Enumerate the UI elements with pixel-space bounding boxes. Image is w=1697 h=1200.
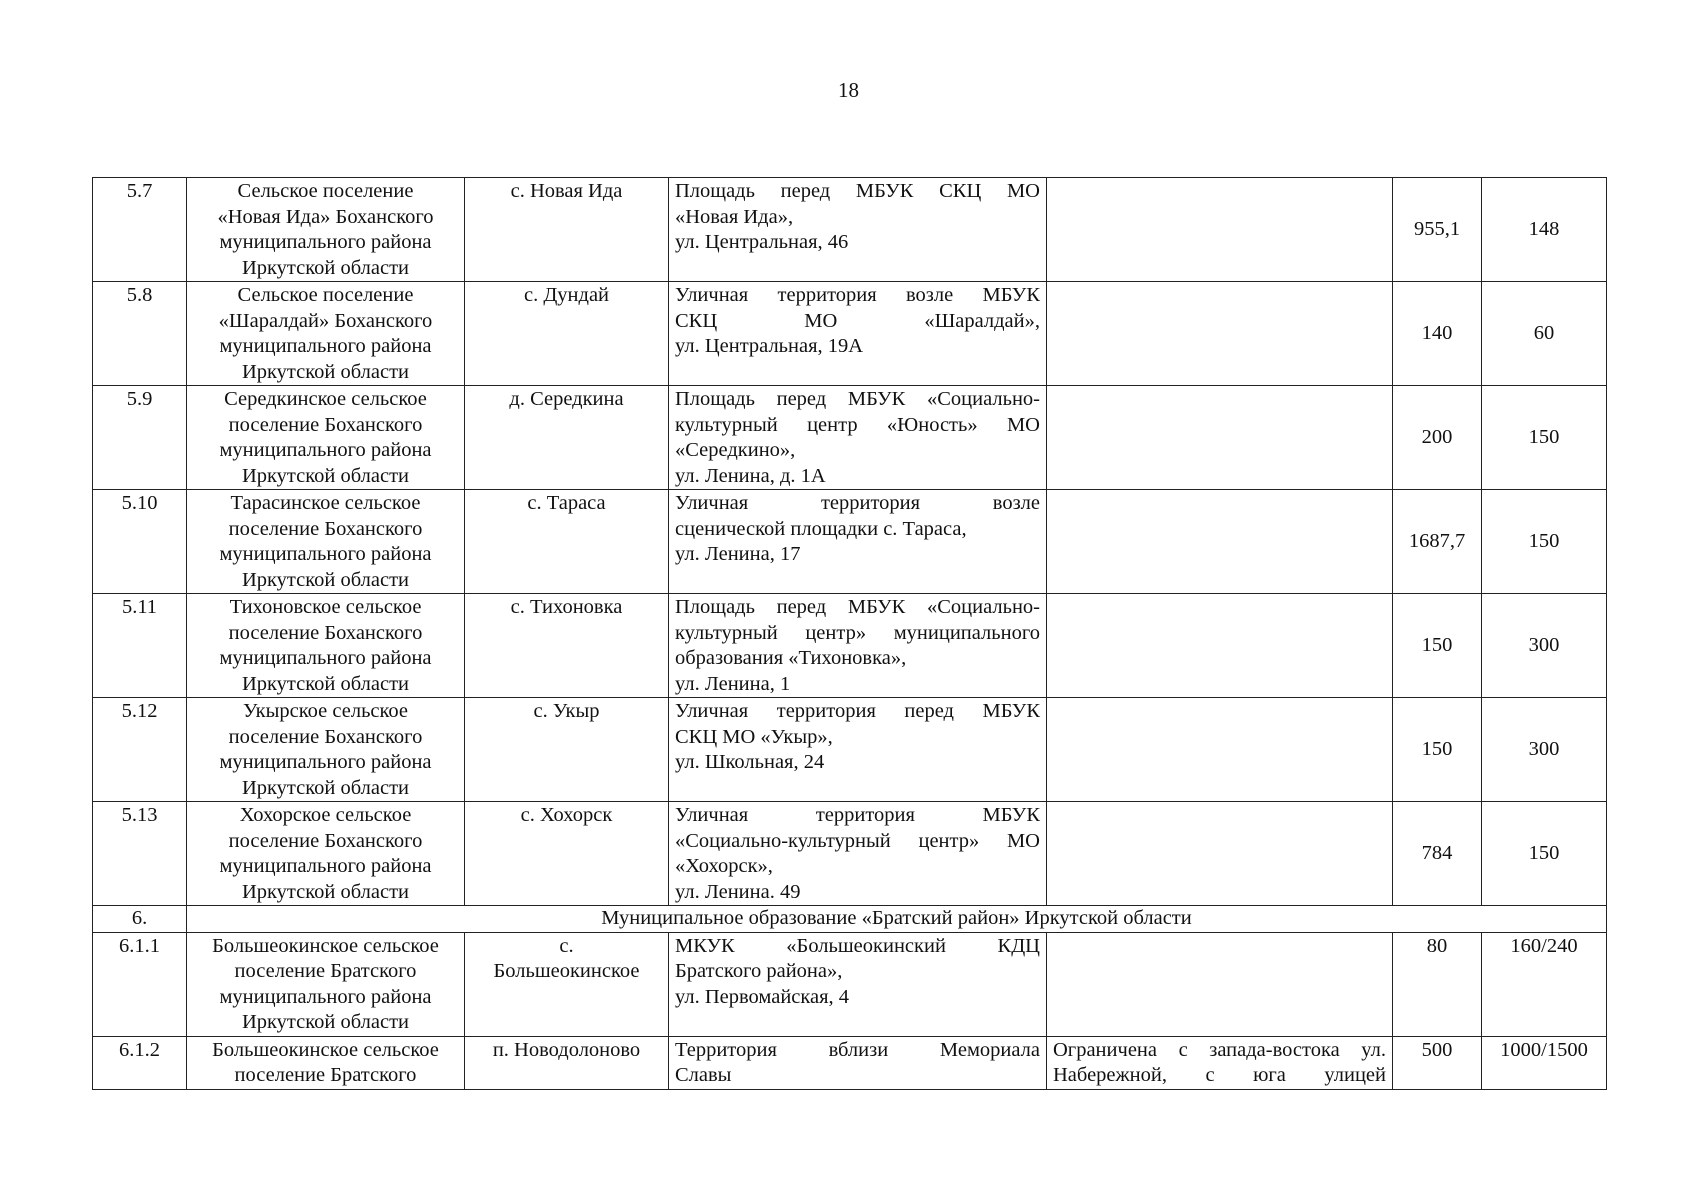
locality-cell: с. Хохорск xyxy=(465,802,669,906)
row-number: 5.9 xyxy=(93,386,187,490)
capacity-cell: 300 xyxy=(1482,594,1607,698)
bounds-cell xyxy=(1047,594,1393,698)
table-row xyxy=(93,386,1607,490)
area-cell: 200 xyxy=(1393,386,1482,490)
area-cell: 150 xyxy=(1393,698,1482,802)
area-cell: 1687,7 xyxy=(1393,490,1482,594)
capacity-cell: 150 xyxy=(1482,386,1607,490)
capacity-cell: 160/240 xyxy=(1482,932,1607,1036)
row-number: 5.8 xyxy=(93,282,187,386)
table-row xyxy=(93,802,1607,906)
place-cell: Площадь перед МБУК «Социально- культурный центр «Юность» МО «Середкино», ул. Ленина, д. 1А xyxy=(669,386,1047,490)
capacity-cell: 150 xyxy=(1482,490,1607,594)
area-cell: 150 xyxy=(1393,594,1482,698)
bounds-cell xyxy=(1047,932,1393,1036)
table-row xyxy=(93,932,1607,1036)
locality-cell: с. Тараса xyxy=(465,490,669,594)
locality-cell: с. Новая Ида xyxy=(465,178,669,282)
row-number: 6.1.1 xyxy=(93,932,187,1036)
place-cell: Территория вблизи Мемориала Славы xyxy=(669,1036,1047,1089)
settlement-cell: Тарасинское сельское поселение Боханского муниципального района Иркутской области xyxy=(187,490,465,594)
bounds-cell: Ограничена с запада-востока ул. Набережной, с юга улицей xyxy=(1047,1036,1393,1089)
place-cell: Уличная территория МБУК «Социально-культурный центр» МО «Хохорск», ул. Ленина. 49 xyxy=(669,802,1047,906)
place-cell: МКУК «Большеокинский КДЦ Братского района», ул. Первомайская, 4 xyxy=(669,932,1047,1036)
row-number: 5.7 xyxy=(93,178,187,282)
place-cell: Площадь перед МБУК СКЦ МО «Новая Ида», ул. Центральная, 46 xyxy=(669,178,1047,282)
locality-cell: д. Середкина xyxy=(465,386,669,490)
place-cell: Площадь перед МБУК «Социально- культурный центр» муниципального образования «Тихоновка», ул. Ленина, 1 xyxy=(669,594,1047,698)
capacity-cell: 1000/1500 xyxy=(1482,1036,1607,1089)
settlement-cell: Большеокинское сельское поселение Братского xyxy=(187,1036,465,1089)
settlement-cell: Тихоновское сельское поселение Боханского муниципального района Иркутской области xyxy=(187,594,465,698)
bounds-cell xyxy=(1047,802,1393,906)
bounds-cell xyxy=(1047,698,1393,802)
page-number: 18 xyxy=(838,78,859,102)
table-row xyxy=(93,490,1607,594)
settlement-cell: Сельское поселение «Шаралдай» Боханского муниципального района Иркутской области xyxy=(187,282,465,386)
settlement-cell: Хохорское сельское поселение Боханского муниципального района Иркутской области xyxy=(187,802,465,906)
bounds-cell xyxy=(1047,178,1393,282)
capacity-cell: 300 xyxy=(1482,698,1607,802)
settlement-cell: Большеокинское сельское поселение Братского муниципального района Иркутской области xyxy=(187,932,465,1036)
row-number: 5.11 xyxy=(93,594,187,698)
row-number: 5.10 xyxy=(93,490,187,594)
area-cell: 500 xyxy=(1393,1036,1482,1089)
section-title: Муниципальное образование «Братский район» Иркутской области xyxy=(187,906,1607,933)
area-cell: 80 xyxy=(1393,932,1482,1036)
row-number: 6.1.2 xyxy=(93,1036,187,1089)
section-row xyxy=(93,906,1607,933)
locality-cell: с. Тихоновка xyxy=(465,594,669,698)
capacity-cell: 148 xyxy=(1482,178,1607,282)
locality-cell: с. Дундай xyxy=(465,282,669,386)
bounds-cell xyxy=(1047,386,1393,490)
row-number: 5.13 xyxy=(93,802,187,906)
row-number: 5.12 xyxy=(93,698,187,802)
area-cell: 784 xyxy=(1393,802,1482,906)
settlement-cell: Сельское поселение «Новая Ида» Боханского муниципального района Иркутской области xyxy=(187,178,465,282)
sites-table xyxy=(92,177,1607,1090)
locality-cell: с. Большеокинское xyxy=(465,932,669,1036)
capacity-cell: 60 xyxy=(1482,282,1607,386)
locality-cell: п. Новодолоново xyxy=(465,1036,669,1089)
place-cell: Уличная территория перед МБУК СКЦ МО «Укыр», ул. Школьная, 24 xyxy=(669,698,1047,802)
settlement-cell: Укырское сельское поселение Боханского муниципального района Иркутской области xyxy=(187,698,465,802)
place-cell: Уличная территория возле сценической площадки с. Тараса, ул. Ленина, 17 xyxy=(669,490,1047,594)
area-cell: 955,1 xyxy=(1393,178,1482,282)
bounds-cell xyxy=(1047,282,1393,386)
table-row xyxy=(93,594,1607,698)
capacity-cell: 150 xyxy=(1482,802,1607,906)
table-row xyxy=(93,178,1607,282)
settlement-cell: Середкинское сельское поселение Боханского муниципального района Иркутской области xyxy=(187,386,465,490)
bounds-cell xyxy=(1047,490,1393,594)
table-row xyxy=(93,282,1607,386)
locality-cell: с. Укыр xyxy=(465,698,669,802)
section-number: 6. xyxy=(93,906,187,933)
place-cell: Уличная территория возле МБУК СКЦ МО «Шаралдай», ул. Центральная, 19А xyxy=(669,282,1047,386)
area-cell: 140 xyxy=(1393,282,1482,386)
table-row xyxy=(93,698,1607,802)
table-row xyxy=(93,1036,1607,1089)
